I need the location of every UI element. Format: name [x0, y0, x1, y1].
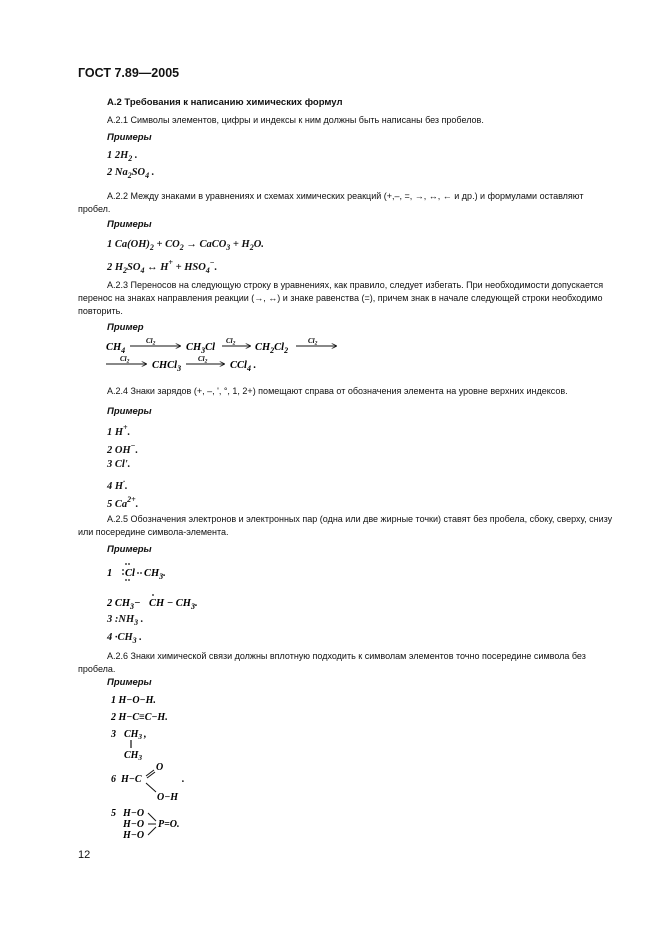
svg-text:P=O.: P=O. — [158, 819, 180, 830]
svg-text:O−H: O−H — [157, 792, 179, 803]
svg-text:H−O: H−O — [123, 808, 145, 819]
svg-text:,: , — [144, 729, 147, 740]
svg-text:2 H−C≡C−H.: 2 H−C≡C−H. — [111, 712, 168, 723]
paragraph-a22: А.2.2 Между знаками в уравнениях и схемах химических реакций (+,–, =, →, ↔, ← и др.) и формулами оставляют пробел. — [78, 191, 584, 214]
svg-text:6: 6 — [111, 774, 116, 785]
svg-text:Cl: Cl — [125, 568, 135, 579]
structural-formulas — [104, 690, 224, 840]
svg-text:CH3: $CH_3$ — [124, 750, 142, 762]
svg-text:CH3.: $CH_3$. — [144, 568, 166, 581]
svg-text:CHCl3: CHCl$_3$ — [152, 360, 182, 373]
formula: 4 H·. — [107, 477, 128, 492]
svg-text:CCl4 .: CCl$_4$ . — [230, 360, 257, 373]
svg-text:H−C: H−C — [121, 774, 142, 785]
svg-text:H−O: H−O — [123, 819, 145, 830]
arrow-label-cl2: $Cl_2$ — [308, 337, 318, 347]
arrow-label-cl2: $Cl_2$ — [146, 337, 156, 347]
page-number: 12 — [78, 849, 91, 861]
formula: 2 OH−. — [107, 441, 139, 456]
formula: 1 $2H_2$ . — [107, 150, 138, 163]
svg-text:3: 3 — [111, 729, 116, 740]
svg-text:1 H−O−H.: 1 H−O−H. — [111, 695, 156, 706]
formula: $4 \cdot CH_3$ . — [107, 632, 142, 645]
paragraph-a21: А.2.1 Символы элементов, цифры и индексы к ним должны быть написаны без пробелов. — [107, 115, 484, 125]
formula: 2 $H_2SO_4$ ↔ $H^+ + HSO_4^-$. — [107, 258, 218, 275]
svg-text:CH3Cl: $CH_3Cl$ — [186, 342, 216, 355]
formula: 1 $Ca(OH)_2 + CO_2$ → CaCO$_3$ + $H_2O$. — [107, 239, 264, 252]
paragraph-a24: А.2.4 Знаки зарядов (+, –, ', °, 1, 2+) помещают справа от обозначения элемента на уровне верхних индексов. — [107, 386, 568, 396]
svg-text:2 CH3−: 2 $CH_3-$ — [107, 598, 141, 611]
svg-text:CH4: $CH_4$ — [106, 342, 126, 355]
arrow-label-cl2: $Cl_2$ — [198, 355, 208, 365]
examples-label: Примеры — [107, 132, 152, 143]
svg-text:CH2Cl2: $CH_2Cl_2$ — [255, 342, 289, 355]
svg-text:.: . — [182, 774, 185, 785]
svg-text:5: 5 — [111, 808, 116, 819]
paragraph-a23: А.2.3 Переносов на следующую строку в уравнениях, как правило, следует избегать. При необходимости допускается перенос на знаках направления реакции (→, ↔) и знаке равенства (=), причем знак в начале следующей строки необходимо повторить. — [78, 280, 604, 316]
formula: 5 $Ca^{2+}$. — [107, 495, 139, 510]
examples-label: Примеры — [107, 544, 152, 555]
electron-dot-formula — [104, 560, 184, 584]
paragraph-a26: А.2.6 Знаки химической связи должны вплотную подходить к символам элементов точно посередине символа без пробела. — [78, 651, 586, 674]
svg-text:CH3: $CH_3$ — [124, 729, 142, 741]
svg-text:O: O — [156, 762, 164, 773]
example-label: Пример — [107, 322, 144, 333]
page-header: ГОСТ 7.89—2005 — [78, 66, 180, 80]
paragraph-a25: А.2.5 Обозначения электронов и электронных пар (одна или две жирные точки) ставят без пробела, сбоку, сверху, снизу или посередине символа-элемента. — [78, 514, 613, 537]
formula: 2 $Na_2SO_4$ . — [107, 167, 155, 180]
section-title: А.2 Требования к написанию химических формул — [107, 97, 343, 108]
examples-label: Примеры — [107, 677, 152, 688]
examples-label: Примеры — [107, 219, 152, 230]
examples-label: Примеры — [107, 406, 152, 417]
formula: 3 $:NH_3$ . — [107, 614, 144, 627]
svg-text:CH − CH3.: CH − $CH_3$. — [149, 598, 198, 611]
svg-text:1: 1 — [107, 568, 113, 579]
arrow-label-cl2: $Cl_2$ — [226, 337, 236, 347]
arrow-label-cl2: $Cl_2$ — [120, 355, 130, 365]
radical-formula — [104, 590, 214, 612]
formula: 1 H+. — [107, 423, 131, 438]
svg-text:H−O: H−O — [123, 830, 145, 840]
reaction-scheme — [100, 334, 360, 374]
formula: 3 Cl'. — [107, 459, 131, 470]
